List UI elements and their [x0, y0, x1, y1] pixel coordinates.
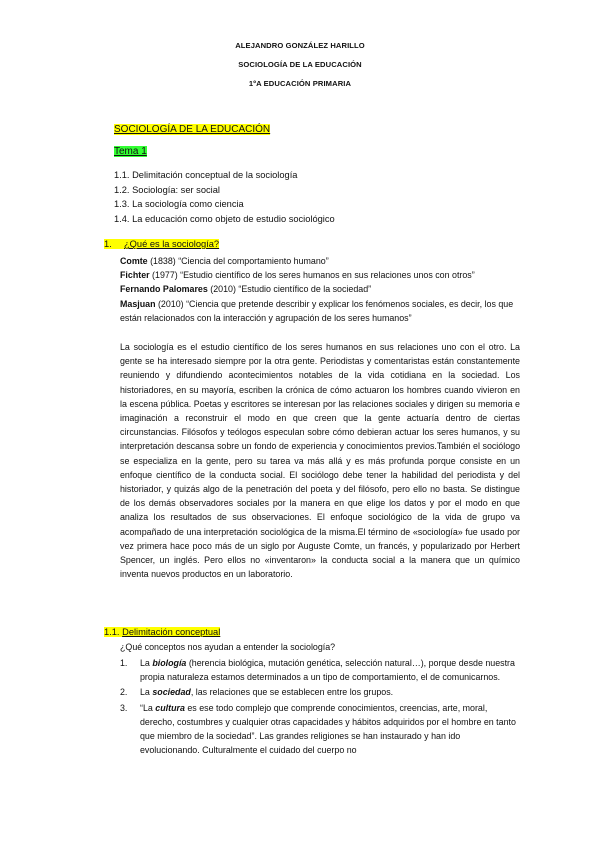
subsection-title: Delimitación conceptual [122, 627, 221, 637]
table-of-contents [114, 168, 335, 227]
toc-item: 1.3. La sociología como ciencia [114, 199, 244, 210]
list-item-text: , las relaciones que se establecen entre los grupos. [190, 687, 394, 698]
section-title [114, 124, 270, 135]
definition-text: (1977) “Estudio científico de los seres humanos en sus relaciones unos con otros” [149, 270, 475, 281]
tema-heading [114, 146, 147, 157]
definitions-list [120, 254, 520, 325]
list-item-prefix: La [140, 687, 153, 698]
list-item-text: es ese todo complejo que comprende conocimientos, creencias, arte, moral, derecho, costumbres y cualquier otras capacidades y hábitos adquiridos por el hombre en tanto que miembro de la sociedad”. Las grandes religiones se han instaurado y han ido evolucionando. Culturalmente el cuidado del cuerpo no [140, 702, 516, 756]
list-item-number: 1. [120, 658, 128, 668]
definition-author: Comte [120, 256, 148, 266]
subsection-number: 1.1. [104, 627, 120, 637]
definition-text: (1838) “Ciencia del comportamiento humano” [147, 256, 329, 266]
list-item [120, 656, 520, 684]
list-item-number: 3. [120, 702, 128, 713]
concepts-list [120, 656, 520, 758]
header-author: ALEJANDRO GONZÁLEZ HARILLO [235, 41, 365, 50]
definition-item [120, 282, 520, 296]
list-item-prefix: “La [140, 702, 156, 713]
list-item-term: biología [152, 658, 187, 668]
toc-item: 1.1. Delimitación conceptual de la sociología [114, 170, 298, 180]
definition-item [120, 254, 520, 268]
question-heading-1 [104, 239, 219, 249]
list-item [120, 685, 520, 699]
body-paragraph: La sociología es el estudio científico de los seres humanos en sus relaciones uno con el otro. La gente se ha interesado siempre por la otra gente. Periodistas y comentaristas están constantemente reuniendo y difundiendo acontecimientos notables de la vida cotidiana en la sociedad. Los historiadores, en su mayoría, escriben la crónica de cómo actuaron los hombres cuando vivieron en la escena pública. Poetas y escritores se interesan por las relaciones sociales y dirigen su memoria e imaginación a reconstruir el modo en que creen que la gente actuaría dentro de ciertas circunstancias. Filósofos y teólogos especulan sobre cómo debieran actuar los seres humanos, y su interpretación descansa sobre un fondo de experiencia y conocimientos previos.También el sociólogo se especializa en la gente, pero su tarea va más allá y es más profunda porque consiste en un enfoque científico de la conducta social. El sociólogo debe tener la habilidad del periodista y del historiador, y quizás algo de la penetración del poeta y del filósofo, pero ello no basta. Se distingue de los demás observadores sociales por la manera en que elige los datos y por el modo en que analiza los resultados de sus observaciones. El enfoque sociológico de la vida de grupo va acompañado de una interpretación sociológica de la misma.El término de «sociología» fue usado por vez primera hace poco más de un siglo por Auguste Comte, un francés, y popularizado por Herbert Spencer, un inglés. Pero ellos no «inventaron» la conducta social a la manera que un químico inventa nuevos productos en un laboratorio. [120, 342, 520, 580]
tema-text: Tema 1 [114, 146, 147, 157]
definition-author: Fichter [120, 270, 150, 281]
question-number: 1. [104, 239, 124, 249]
list-item [120, 701, 520, 758]
definition-item [120, 297, 520, 325]
toc-item: 1.2. Sociología: ser social [114, 184, 220, 195]
list-item-number: 2. [120, 687, 128, 698]
list-item-term: sociedad [152, 687, 191, 698]
header-course: 1ºA EDUCACIÓN PRIMARIA [248, 79, 352, 88]
subsection-question: ¿Qué conceptos nos ayudan a entender la sociología? [120, 642, 336, 652]
definition-author: Fernando Palomares [120, 284, 208, 295]
definition-author: Masjuan [120, 298, 156, 309]
list-item-text: (herencia biológica, mutación genética, selección natural…), porque desde nuestra propia naturaleza estamos determinados a un tipo de comportamiento, el de comunicarnos. [140, 658, 515, 683]
list-item-prefix: La [140, 658, 153, 668]
toc-item: 1.4. La educación como objeto de estudio sociológico [114, 214, 335, 225]
header-subject: SOCIOLOGÍA DE LA EDUCACIÓN [238, 60, 362, 69]
definition-text: (2010) “Ciencia que pretende describir y explicar los fenómenos sociales, es decir, los que están relacionados con la interacción y agrupación de los seres humanos” [120, 298, 514, 323]
list-item-term: cultura [155, 702, 185, 713]
definition-text: (2010) “Estudio científico de la sociedad” [207, 284, 372, 295]
subsection-heading [104, 627, 220, 637]
question-title: ¿Qué es la sociología? [124, 239, 220, 249]
section-title-text: SOCIOLOGÍA DE LA EDUCACIÓN [114, 124, 271, 135]
definition-item [120, 268, 520, 282]
